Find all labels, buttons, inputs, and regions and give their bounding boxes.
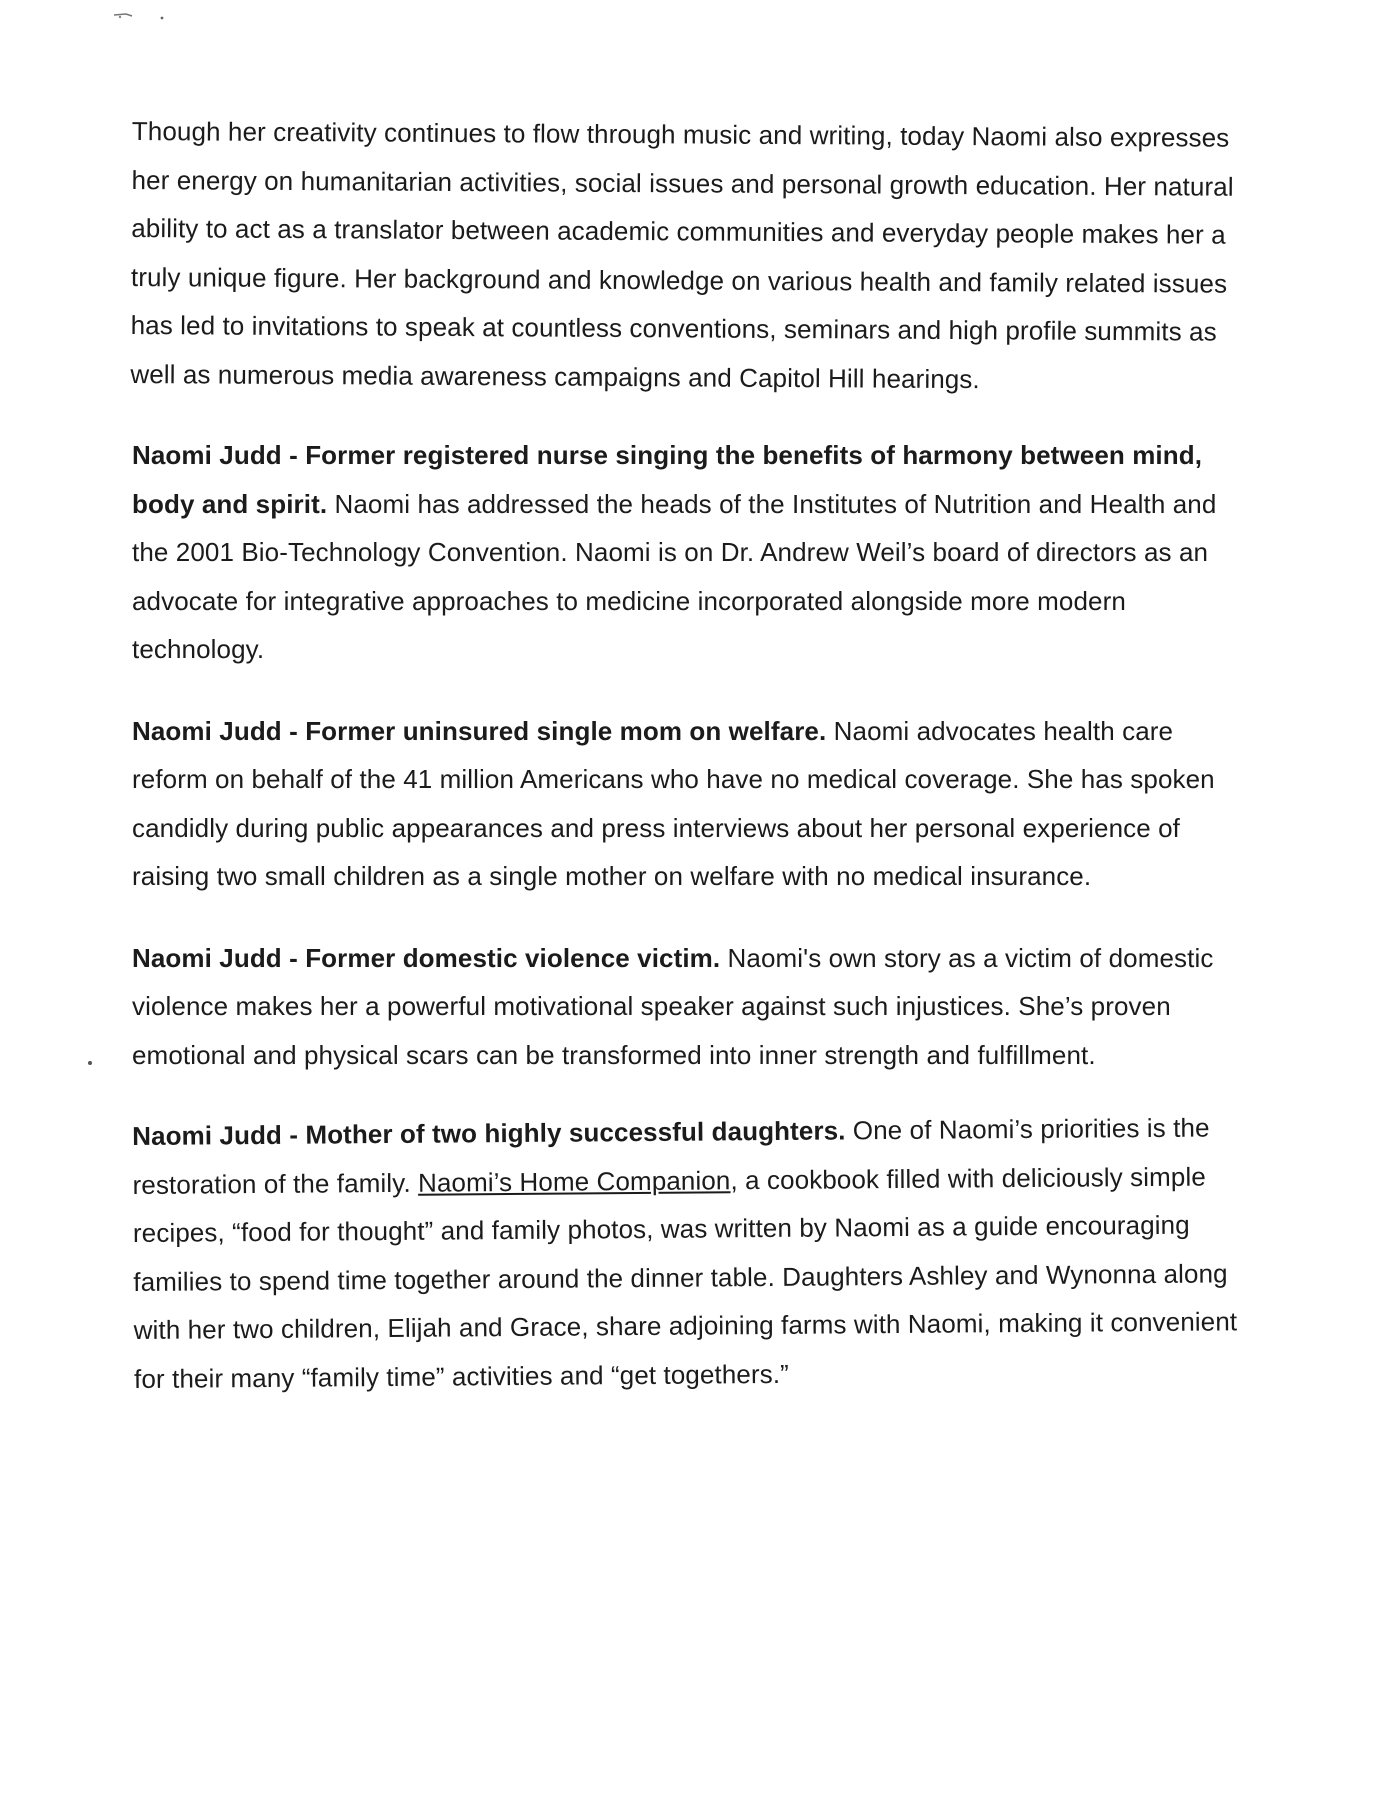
paragraph-text: One of Naomi’s priorities is the restoration of the family. <box>132 1112 1210 1200</box>
paragraph-heading: Naomi Judd - Mother of two highly successful daughters. <box>132 1115 846 1151</box>
paragraph-text: Naomi's own story as a victim of domestic violence makes her a powerful motivational speaker against such injustices. She’s proven emotional and physical scars can be transformed into inner strength and fulfillment. <box>132 942 1214 1070</box>
paragraph-text: Though her creativity continues to flow through music and writing, today Naomi also expresses her energy on humanitarian activities, social issues and personal growth education. Her natural ability to act as a translator between academic communities and everyday people makes her a truly unique figure. Her background and knowledge on various health and family related issues has led to invitations to speak at countless conventions, seminars and high profile summits as well as numerous media awareness campaigns and Capitol Hill hearings. <box>130 115 1234 394</box>
paragraph-text: Naomi has addressed the heads of the Institutes of Nutrition and Health and the 2001 Bio-Technology Convention. Naomi is on Dr. Andrew Weil’s board of directors as an advocate for integrative approaches to medicine incorporated alongside more modern technology. <box>132 488 1217 664</box>
paragraph-text: Naomi advocates health care reform on behalf of the 41 million Americans who have no medical coverage. She has spoken candidly during public appearances and press interviews about her personal experience of raising two small children as a single mother on welfare with no medical insurance. <box>132 715 1215 891</box>
paragraph-domestic-violence <box>132 934 1242 1080</box>
paragraph-heading: Naomi Judd - Former uninsured single mom on welfare. <box>132 715 827 746</box>
document-body <box>132 107 1242 1436</box>
book-title: Naomi’s Home Companion <box>417 1164 731 1198</box>
scan-artifact-dot <box>88 1061 92 1065</box>
paragraph-single-mom <box>132 707 1242 901</box>
paragraph-intro <box>130 107 1242 405</box>
paragraph-mother <box>132 1103 1244 1403</box>
paragraph-text: , a cookbook filled with deliciously simple recipes, “food for thought” and family photos, was written by Naomi as a guide encouraging families to spend time together around the dinner table. Daughters Ashley and Wynonna along with her two children, Elijah and Grace, share adjoining farms with Naomi, making it convenient for their many “family time” activities and “get togethers.” <box>132 1161 1238 1394</box>
paragraph-heading: Naomi Judd - Former domestic violence victim. <box>132 942 721 973</box>
paragraph-heading: Naomi Judd - Former registered nurse singing the benefits of harmony between mind, body and spirit. <box>132 440 1203 519</box>
scan-artifact <box>112 8 182 22</box>
paragraph-nurse <box>132 431 1242 674</box>
